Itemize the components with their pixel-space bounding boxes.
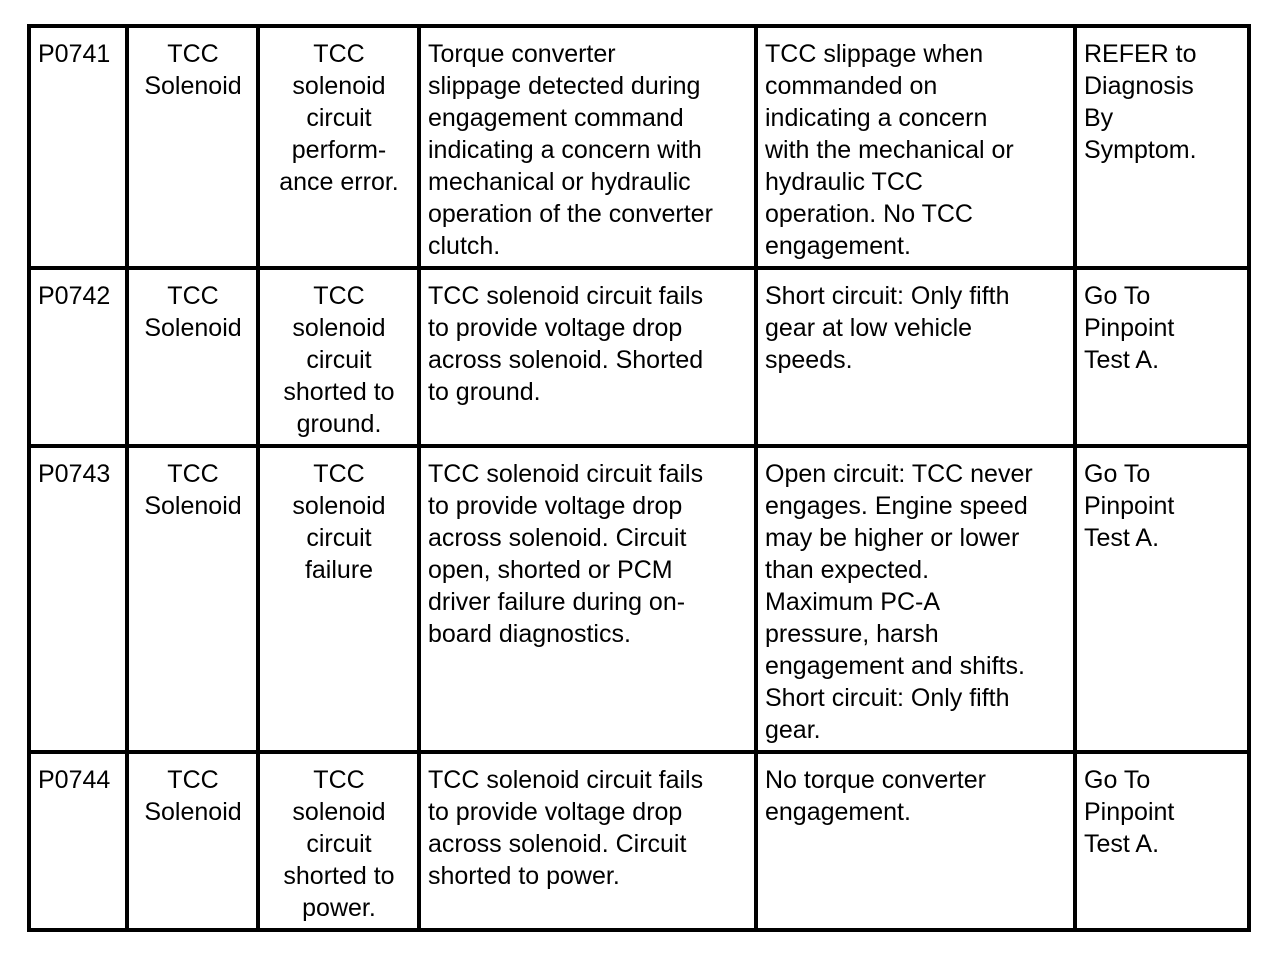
table-row [29,26,1249,268]
table-row [29,446,1249,752]
condition-cell: TCC solenoid circuit fails to provide voltage drop across solenoid. Circuit open, shorted or PCM driver failure during on- board diagnostics. [419,446,756,752]
description-cell: TCC solenoid circuit failure [258,446,419,752]
dtc-code: P0743 [29,446,127,752]
condition-cell: TCC solenoid circuit fails to provide voltage drop across solenoid. Shorted to ground. [419,268,756,446]
symptom-cell: TCC slippage when commanded on indicating a concern with the mechanical or hydraulic TCC operation. No TCC engagement. [756,26,1075,268]
table-row [29,752,1249,930]
component-cell: TCC Solenoid [127,446,258,752]
action-cell: Go To Pinpoint Test A. [1075,268,1249,446]
action-cell: REFER to Diagnosis By Symptom. [1075,26,1249,268]
condition-cell: Torque converter slippage detected during engagement command indicating a concern with mechanical or hydraulic operation of the converter clutch. [419,26,756,268]
dtc-code: P0741 [29,26,127,268]
action-cell: Go To Pinpoint Test A. [1075,446,1249,752]
description-cell: TCC solenoid circuit shorted to power. [258,752,419,930]
symptom-cell: No torque converter engagement. [756,752,1075,930]
component-cell: TCC Solenoid [127,268,258,446]
description-cell: TCC solenoid circuit perform- ance error. [258,26,419,268]
component-cell: TCC Solenoid [127,752,258,930]
dtc-code: P0742 [29,268,127,446]
dtc-table [27,24,1251,932]
condition-cell: TCC solenoid circuit fails to provide voltage drop across solenoid. Circuit shorted to power. [419,752,756,930]
dtc-code: P0744 [29,752,127,930]
component-cell: TCC Solenoid [127,26,258,268]
table-row [29,268,1249,446]
symptom-cell: Open circuit: TCC never engages. Engine speed may be higher or lower than expected. Maximum PC-A pressure, harsh engagement and shifts. Short circuit: Only fifth gear. [756,446,1075,752]
description-cell: TCC solenoid circuit shorted to ground. [258,268,419,446]
symptom-cell: Short circuit: Only fifth gear at low vehicle speeds. [756,268,1075,446]
action-cell: Go To Pinpoint Test A. [1075,752,1249,930]
